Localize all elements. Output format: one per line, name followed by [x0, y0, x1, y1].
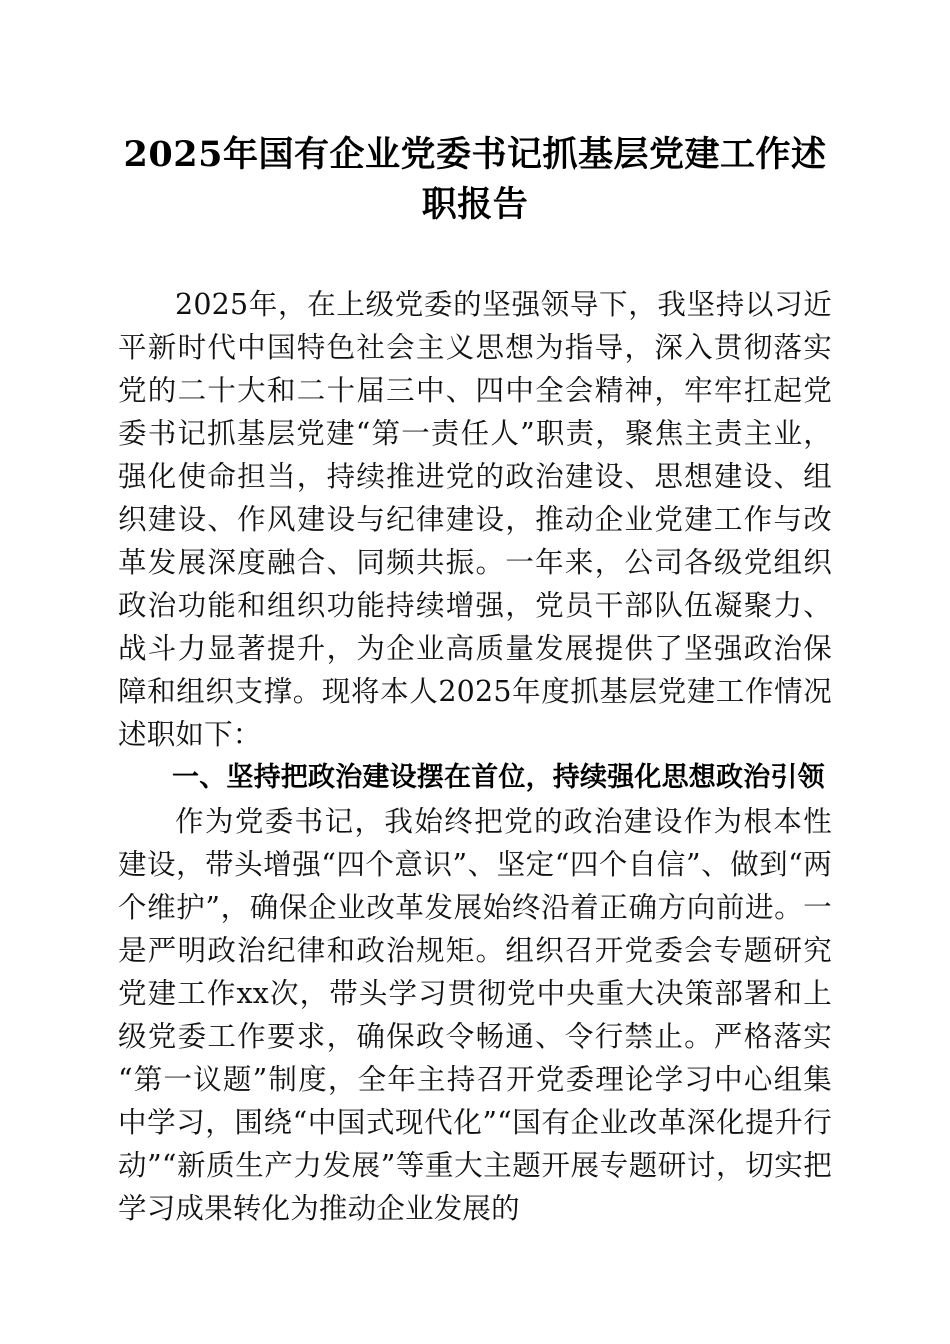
section-heading-one: 一、坚持把政治建设摆在首位，持续强化思想政治引领	[172, 762, 825, 793]
document-title: 2025年国有企业党委书记抓基层党建工作述职报告	[123, 134, 827, 225]
document-body	[118, 0, 832, 1230]
intro-paragraph: 2025年，在上级党委的坚强领导下，我坚持以习近平新时代中国特色社会主义思想为指导，深入贯彻落实党的二十大和二十届三中、四中全会精神，牢牢扛起党委书记抓基层党建“第一责任人”职责，聚焦主责主业，强化使命担当，持续推进党的政治建设、思想建设、组织建设、作风建设与纪律建设，推动企业党建工作与改革发展深度融合、同频共振。一年来，公司各级党组织政治功能和组织功能持续增强，党员干部队伍凝聚力、战斗力显著提升，为企业高质量发展提供了坚强政治保障和组织支撑。现将本人2025年度抓基层党建工作情况述职如下：	[118, 288, 832, 751]
section-one-paragraph: 作为党委书记，我始终把党的政治建设作为根本性建设，带头增强“四个意识”、坚定“四个自信”、做到“两个维护”，确保企业改革发展始终沿着正确方向前进。一是严明政治纪律和政治规矩。组织召开党委会专题研究党建工作xx次，带头学习贯彻党中央重大决策部署和上级党委工作要求，确保政令畅通、令行禁止。严格落实“第一议题”制度，全年主持召开党委理论学习中心组集中学习，围绕“中国式现代化”“国有企业改革深化提升行动”“新质生产力发展”等重大主题开展专题研讨，切实把学习成果转化为推动企业发展的	[118, 805, 832, 1225]
